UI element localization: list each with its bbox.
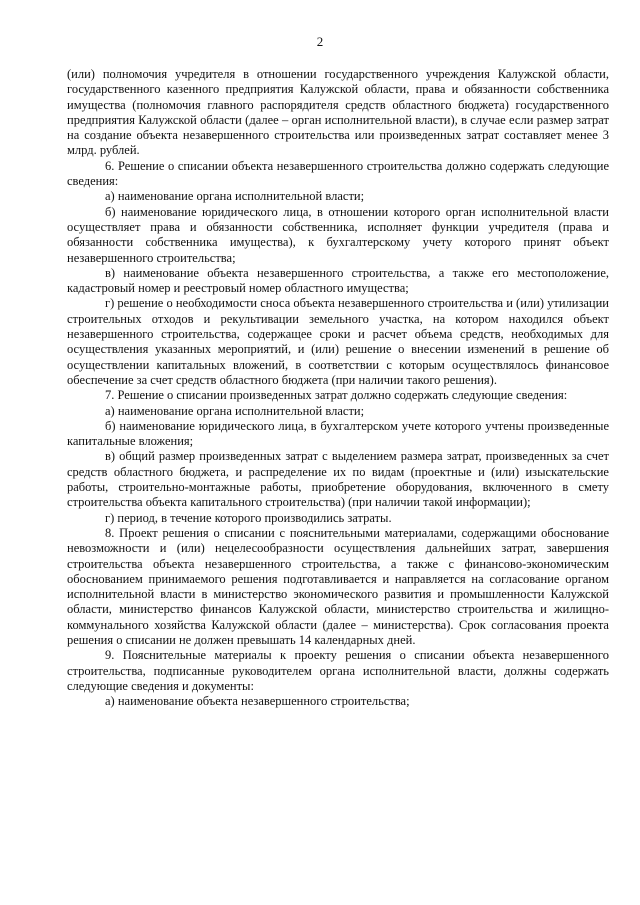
paragraph-item-7b: б) наименование юридического лица, в бухгалтерском учете которого учтены произведенные капитальные вложения; [67,418,609,449]
paragraph-item-6b: б) наименование юридического лица, в отношении которого орган исполнительной власти осуществляет права и обязанности собственника, исполняет функции учредителя (права и обязанности собственника имущества), к бухгалтерскому учету которого принят объект незавершенного строительства; [67,204,609,265]
paragraph-item-9: 9. Пояснительные материалы к проекту решения о списании объекта незавершенного строительства, подписанные руководителем органа исполнительной власти, должны содержать следующие сведения и документы: [67,648,609,693]
paragraph-item-7a: а) наименование органа исполнительной власти; [105,403,365,418]
paragraph-item-7g: г) период, в течение которого производились затраты. [105,510,392,525]
paragraph-item-6g: г) решение о необходимости сноса объекта незавершенного строительства и (или) утилизации строительных отходов и рекультивации земельного участка, на котором находился объект незавершенного строительства, содержащее сроки и расчет объема средств, необходимых для осуществления указанных мероприятий, и (или) решение о внесении изменений в решение об осуществлении капитальных вложений, в соответствии с которым осуществлялось финансовое обеспечение за счет средств областного бюджета (при наличии такого решения). [67,296,609,387]
page-number: 2 [316,34,324,49]
paragraph-item-8: 8. Проект решения о списании с пояснительными материалами, содержащими обоснование невозможности и (или) нецелесообразности осуществления дальнейших затрат, завершения строительства объекта незавершенного строительства, а также с финансово-экономическим обоснованием принимаемого решения подготавливается и направляется на согласование органом исполнительной власти в министерство экономического развития и промышленности Калужской области, министерство финансов Калужской области, министерство строительства и жилищно-коммунального хозяйства Калужской области (далее – министерства). Срок согласования проекта решения о списании не должен превышать 14 календарных дней. [67,525,609,647]
paragraph-continuation: (или) полномочия учредителя в отношении государственного учреждения Калужской области, государственного казенного предприятия Калужской области, права и обязанности собственника имущества (полномочия главного распорядителя средств областного бюджета) государственного предприятия Калужской области (далее – орган исполнительной власти), в случае если размер затрат на создание объекта незавершенного строительства или произведенных затрат составляет менее 3 млрд. рублей. [67,67,609,158]
document-body [67,67,609,709]
paragraph-item-7: 7. Решение о списании произведенных затрат должно содержать следующие сведения: [105,388,568,403]
paragraph-item-6: 6. Решение о списании объекта незавершенного строительства должно содержать следующие сведения: [67,158,609,189]
paragraph-item-6a: а) наименование органа исполнительной власти; [105,189,365,204]
paragraph-item-9a: а) наименование объекта незавершенного строительства; [105,694,410,709]
paragraph-item-7v: в) общий размер произведенных затрат с выделением размера затрат, произведенных за счет средств областного бюджета, и распределение их по видам (проектные и (или) изыскательские работы, строительно-монтажные работы, приобретение оборудования, включенного в смету строительства объекта капитального строительства) (при наличии такой информации); [67,449,609,510]
paragraph-item-6v: в) наименование объекта незавершенного строительства, а также его местоположение, кадастровый номер и реестровый номер областного имущества; [67,265,609,296]
